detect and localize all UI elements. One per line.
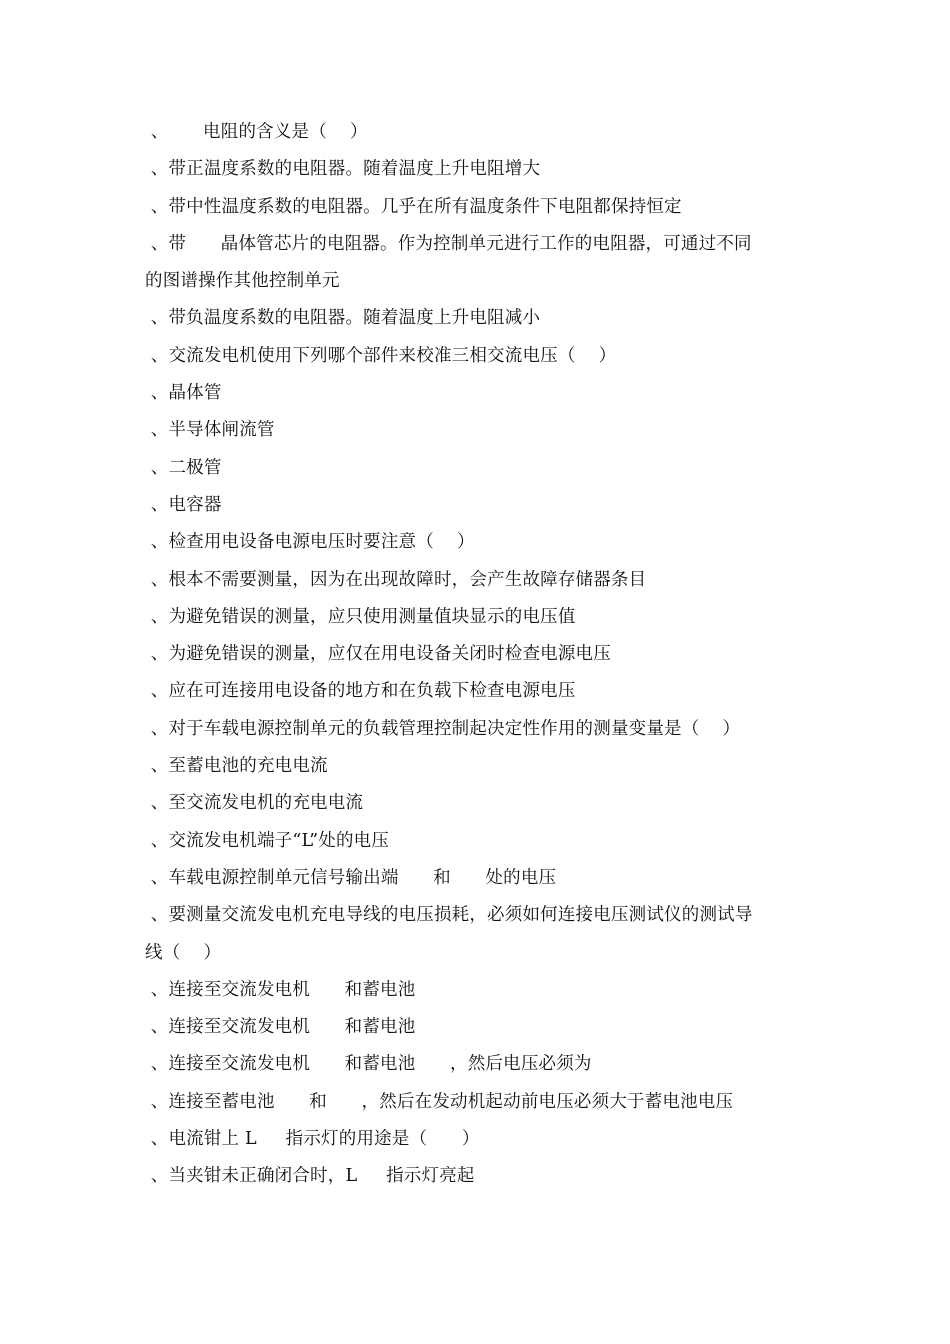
question-3-option: 、为避免错误的测量，应只使用测量值块显示的电压值 [145, 606, 576, 627]
question-5-stem: 、要测量交流发电机充电导线的电压损耗，必须如何连接电压测试仪的测试导 [145, 905, 753, 926]
question-1-option: 、带中性温度系数的电阻器。几乎在所有温度条件下电阻都保持恒定 [145, 196, 682, 217]
question-5-option: 、连接至交流发电机 和蓄电池 ，然后电压必须为 [145, 1054, 592, 1075]
question-1-option-continued: 的图谱操作其他控制单元 [145, 271, 340, 292]
question-5-option: 、连接至蓄电池 和 ，然后在发动机起动前电压必须大于蓄电池电压 [145, 1091, 734, 1112]
question-1-option: 、带负温度系数的电阻器。随着温度上升电阻减小 [145, 308, 541, 329]
question-4-stem: 、对于车载电源控制单元的负载管理控制起决定性作用的测量变量是（ ） [145, 718, 741, 739]
question-1-stem: 、 电阻的含义是（ ） [145, 122, 368, 142]
question-5-option: 、连接至交流发电机 和蓄电池 [145, 979, 416, 1000]
question-2-option: 、二极管 [145, 457, 222, 478]
question-3-stem: 、检查用电设备电源电压时要注意（ ） [145, 532, 475, 553]
question-4-option: 、车载电源控制单元信号输出端 和 处的电压 [145, 867, 557, 888]
question-4-option: 、至蓄电池的充电电流 [145, 756, 328, 777]
question-6-option: 、当夹钳未正确闭合时，L 指示灯亮起 [145, 1166, 475, 1187]
question-3-option: 、为避免错误的测量，应仅在用电设备关闭时检查电源电压 [145, 644, 611, 665]
question-3-option: 、根本不需要测量，因为在出现故障时，会产生故障存储器条目 [145, 569, 647, 590]
question-6-stem: 、电流钳上 L 指示灯的用途是（ ） [145, 1129, 480, 1150]
question-2-stem: 、交流发电机使用下列哪个部件来校准三相交流电压（ ） [145, 345, 617, 366]
question-3-option: 、应在可连接用电设备的地方和在负载下检查电源电压 [145, 681, 576, 702]
question-2-option: 、电容器 [145, 494, 222, 515]
question-1-option: 、带正温度系数的电阻器。随着温度上升电阻增大 [145, 159, 541, 180]
question-2-option: 、晶体管 [145, 383, 222, 404]
question-text-block [145, 114, 815, 1196]
question-4-option: 、至交流发电机的充电电流 [145, 793, 364, 814]
question-5-stem-continued: 线（ ） [145, 942, 222, 963]
question-4-option: 、交流发电机端子“L”处的电压 [145, 830, 390, 851]
question-5-option: 、连接至交流发电机 和蓄电池 [145, 1017, 416, 1038]
question-2-option: 、半导体闸流管 [145, 420, 275, 441]
question-1-option: 、带 晶体管芯片的电阻器。作为控制单元进行工作的电阻器，可通过不同 [145, 233, 752, 254]
